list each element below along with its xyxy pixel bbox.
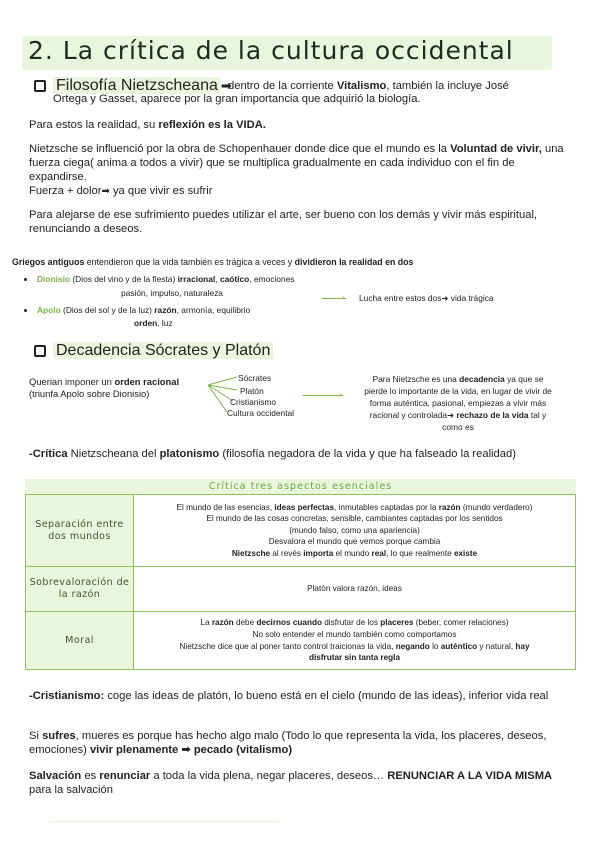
decadencia-right: Para Nietzsche es una decadencia ya que se pierde lo importante de la vida, en lugar de vivir de forma auténtica, pasional, empiezas a vivir más racional y controlada➜ rechazo de la vida tal y como es [364, 374, 552, 432]
footer-divider [50, 821, 280, 822]
paragraph-sufres: Si sufres, mueres es porque has hecho algo malo (Todo lo que representa la vida, los placeres, deseos, emociones) vivir plenamente ➡ pecado (vitalismo) [29, 730, 547, 756]
list-item-dionisio: Dionisio (Dios del vino y de la fiesta) irracional, caótico, emociones [24, 273, 294, 285]
bullet-icon [24, 278, 27, 281]
apolo-line2: orden, luz [134, 318, 173, 328]
branch-platon: Platón [240, 386, 264, 396]
intro-line2: Ortega y Gasset, aparece por la gran importancia que adquirió la biología. [53, 93, 421, 105]
heading-text: Filosofía Nietzscheana [53, 77, 221, 94]
paragraph-realidad: Para estos la realidad, su reflexión es la VIDA. [29, 119, 266, 131]
bullet-icon [24, 309, 27, 312]
row-content: Platón valora razón, ideas [134, 567, 576, 612]
checkbox-icon[interactable] [34, 345, 46, 357]
branch-socrates: Sócrates [238, 373, 272, 383]
row-content: La razón debe decirnos cuando disfrutar de los placeres (beber, comer relaciones) No solo entender el mundo también como comportamos Nietzsche dice que al poner tanto control traicionas la vida, negando lo auténtico y natural, hay disfrutar sin tanta regla [134, 612, 576, 670]
heading-text: Decadencia Sócrates y Platón [53, 342, 273, 359]
section-heading-decadencia [34, 342, 273, 360]
arrow-head-icon: › [342, 293, 345, 302]
list-item-apolo: Apolo (Dios del sol y de la luz) razón, armonía, equilibrio [24, 304, 250, 316]
lucha-text: Lucha entre estos dos➜ vida trágica [359, 293, 494, 303]
paragraph-salvacion: Salvación es renunciar a toda la vida plena, negar placeres, deseos… RENUNCIAR A LA VIDA MISMA para la salvación [29, 770, 553, 796]
intro-line1: dentro de la corriente Vitalismo, también la incluye José [228, 80, 509, 92]
table-row [26, 567, 576, 612]
table-row [26, 495, 576, 567]
arrow-right-icon: ➡ [220, 78, 232, 93]
branch-cristianismo: Cristianismo [230, 397, 277, 407]
paragraph-cristianismo: -Cristianismo: coge las ideas de platón, lo bueno está en el cielo (mundo de las ideas), inferior vida real [29, 690, 549, 702]
connector-arrow [303, 395, 343, 396]
arrow-head-icon: › [339, 390, 342, 399]
row-label: Separación entre dos mundos [26, 495, 134, 567]
branch-cultura: Cultura occidental [227, 408, 295, 418]
griegos-lead: Griegos antiguos entendieron que la vida también es trágica a veces y dividieron la realidad en dos [12, 257, 414, 267]
paragraph-schopenhauer: Nietzsche se influenció por la obra de Schopenhauer donde dice que el mundo es la Voluntad de vivir, una fuerza ciega( anima a todos a vivir) que se multiplica gradualmente en cada individuo con el fin de expandirse. Fuerza + dolor➡ ya que vivir es sufrir [29, 143, 564, 197]
table-title: Crítica tres aspectos esenciales [25, 479, 576, 494]
paragraph-arte: Para alejarse de ese sufrimiento puedes utilizar el arte, ser bueno con los demás y vivir más espiritual, renunciando a deseos. [29, 209, 538, 235]
dionisio-line2: pasión, impulso, naturaleza [121, 288, 223, 298]
page-title: 2. La crítica de la cultura occidental [28, 36, 514, 65]
critica-line: -Crítica Nietzscheana del platonismo (filosofía negadora de la vida y que ha falseado la realidad) [29, 448, 516, 460]
row-label: Sobrevaloración de la razón [26, 567, 134, 612]
table-row [26, 612, 576, 670]
checkbox-icon[interactable] [34, 80, 46, 92]
row-label: Moral [26, 612, 134, 670]
row-content: El mundo de las esencias, ideas perfectas, inmutables captadas por la razón (mundo verdadero) El mundo de las cosas concretas, sensible, cambiantes captadas por los sentidos (mundo falso, como una apariencia) Desvalora el mundo que vemos porque cambia Nietzsche al revés importa el mundo real, lo que realmente existe [134, 495, 576, 567]
decadencia-left: Querian imponer un orden racional (triunfa Apolo sobre Dionisio) [29, 376, 180, 399]
critica-table [25, 494, 576, 670]
arrow-right-icon: ➡ [101, 186, 110, 197]
